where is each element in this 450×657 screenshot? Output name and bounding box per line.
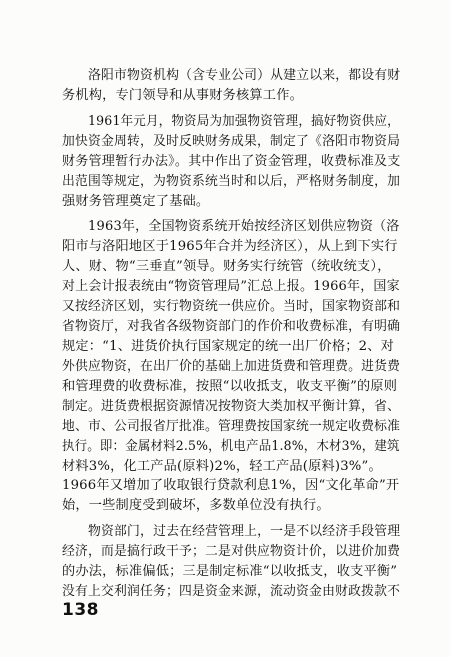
- text-line: 务机构，专门领导和从事财务核算工作。: [62, 87, 303, 103]
- text-line: 出范围等规定，为物资系统当时和以后，严格财务制度，加: [62, 173, 401, 189]
- text-line: 始，一些制度受到破坏，多数单位没有执行。: [62, 498, 330, 514]
- text-line: 没有上交利润任务；四是资金来源，流动资金由财政拨款不: [62, 584, 401, 599]
- text-line: 制定。进货费根据资源情况按物资大类加权平衡计算，省、: [62, 398, 401, 414]
- text-line: 省物资厅，对我省各级物资部门的作价和收费标准，有明确: [62, 319, 401, 334]
- text-line: 1966年又增加了收取银行贷款利息1%，因“文化革命”开: [62, 478, 400, 494]
- text-line: 外供应物资，在出厂价的基础上加进货费和管理费。进货费: [62, 358, 401, 374]
- text-line: 规定：“1、进货价执行国家规定的统一出厂价格；2、对: [62, 338, 395, 354]
- text-line: 人、财、物“三垂直”领导。财务实行统管（统收统支），: [62, 259, 391, 275]
- text-line: 加快资金周转，及时反映财务成果，制定了《洛阳市物资局: [62, 133, 401, 149]
- text-line: 材料3%，化工产品(原料)2%，轻工产品(原料)3%”。: [62, 458, 382, 474]
- text-line: 强财务管理奠定了基础。: [62, 193, 210, 209]
- text-line: 洛阳市物资机构（含专业公司）从建立以来，都设有财: [88, 68, 401, 83]
- text-line: 和管理费的收费标准，按照“以收抵支，收支平衡”的原则: [62, 378, 398, 394]
- text-line: 经济，而是搞行政干予；二是对供应物资计价，以进价加费: [62, 544, 401, 560]
- page-number: 138: [62, 600, 99, 620]
- text-line: 又按经济区划，实行物资统一供应价。当时，国家物资部和: [62, 299, 401, 315]
- text-line: 1963年，全国物资系统开始按经济区划供应物资（洛: [88, 219, 400, 235]
- text-line: 1961年元月，物资局为加强物资管理，搞好物资供应，: [88, 113, 400, 129]
- text-line: 地、市、公司报省厅批准。管理费按国家统一规定收费标准: [62, 418, 401, 434]
- text-line: 的办法，标准偏低；三是制定标准“以收抵支，收支平衡”: [62, 564, 398, 580]
- text-line: 阳市与洛阳地区于1965年合并为经济区），从上到下实行: [62, 239, 398, 255]
- text-line: 物资部门，过去在经营管理上，一是不以经济手段管理: [88, 524, 401, 540]
- text-line: 执行。即：金属材料2.5%，机电产品1.8%，木材3%，建筑: [62, 438, 400, 454]
- text-line: 对上会计报表统由“物资管理局”汇总上报。1966年，国家: [62, 279, 400, 295]
- text-line: 财务管理暂行办法》。其中作出了资金管理，收费标准及支: [62, 153, 401, 169]
